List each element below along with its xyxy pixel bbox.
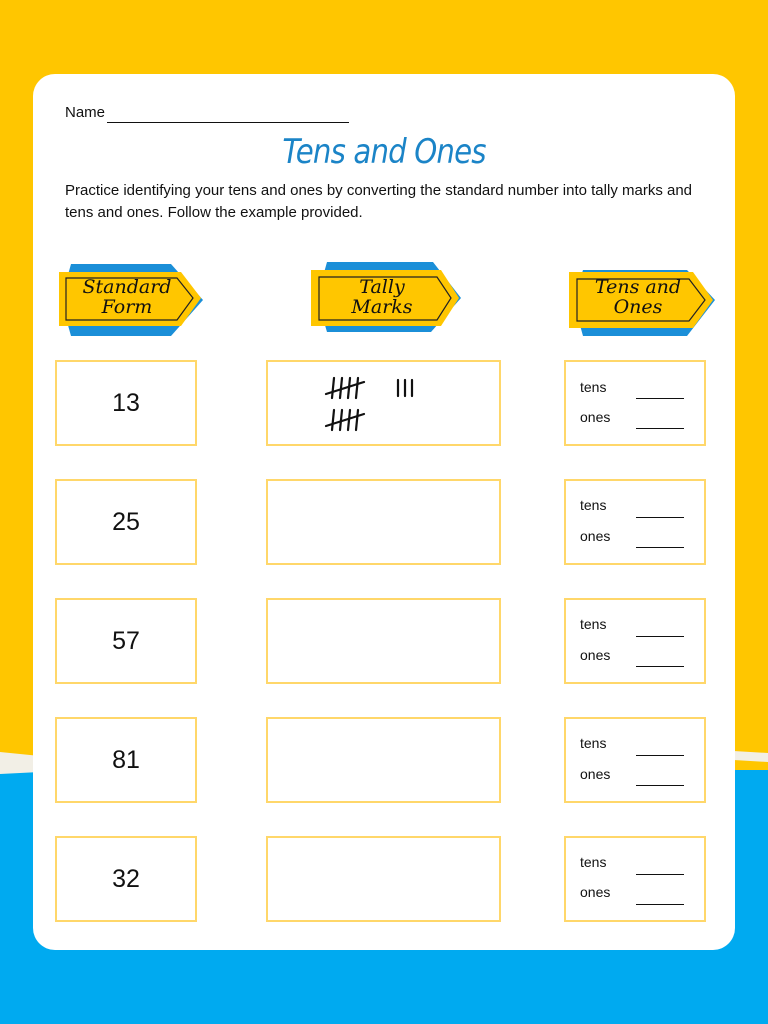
tens-ones-box <box>564 360 706 446</box>
ones-answer-line[interactable] <box>636 666 684 667</box>
tally-marks-box[interactable] <box>266 836 501 922</box>
tens-answer-line[interactable] <box>636 755 684 756</box>
tens-answer-line[interactable] <box>636 636 684 637</box>
instructions-text: Practice identifying your tens and ones by converting the standard number into tally marks and tens and ones. Follow the example provided. <box>65 182 693 221</box>
tally-marks-box[interactable] <box>266 479 501 565</box>
page-title: Tens and Ones <box>282 132 486 172</box>
standard-number: 25 <box>112 507 140 536</box>
tens-label: tens <box>580 616 607 632</box>
tens-answer-line[interactable] <box>636 874 684 875</box>
header-tally-marks-label: Tally Marks <box>351 276 413 318</box>
header-tally-marks <box>305 260 465 342</box>
tens-ones-box <box>564 598 706 684</box>
standard-number: 13 <box>112 388 140 417</box>
tens-label: tens <box>580 735 607 751</box>
ones-label: ones <box>580 766 611 782</box>
tally-marks-box[interactable] <box>266 598 501 684</box>
tally-marks-box[interactable] <box>266 717 501 803</box>
standard-number: 32 <box>112 864 140 893</box>
ones-answer-line[interactable] <box>636 547 684 548</box>
header-tens-and-ones <box>563 264 719 346</box>
tens-answer-line[interactable] <box>636 517 684 518</box>
ones-answer-line[interactable] <box>636 785 684 786</box>
standard-form-box <box>55 836 197 922</box>
tens-ones-box <box>564 836 706 922</box>
name-line <box>107 122 349 123</box>
standard-form-box <box>55 717 197 803</box>
ones-answer-line[interactable] <box>636 904 684 905</box>
ones-label: ones <box>580 647 611 663</box>
ones-label: ones <box>580 409 611 425</box>
tens-label: tens <box>580 854 607 870</box>
worksheet-card <box>33 74 735 950</box>
ones-answer-line[interactable] <box>636 428 684 429</box>
standard-number: 57 <box>112 626 140 655</box>
tens-label: tens <box>580 497 607 513</box>
ones-label: ones <box>580 884 611 900</box>
standard-form-box <box>55 479 197 565</box>
tens-answer-line[interactable] <box>636 398 684 399</box>
tally-marks-example <box>324 370 444 440</box>
header-tens-and-ones-label: Tens and Ones <box>594 276 682 318</box>
tally-marks-box[interactable] <box>266 360 501 446</box>
standard-form-box <box>55 598 197 684</box>
tens-ones-box <box>564 479 706 565</box>
header-standard-form <box>53 260 211 342</box>
header-standard-form-label: Standard Form <box>82 276 172 318</box>
ones-label: ones <box>580 528 611 544</box>
tens-ones-box <box>564 717 706 803</box>
name-label: Name <box>65 104 106 121</box>
name-field[interactable] <box>65 104 355 126</box>
standard-form-box <box>55 360 197 446</box>
standard-number: 81 <box>112 745 140 774</box>
tens-label: tens <box>580 379 607 395</box>
